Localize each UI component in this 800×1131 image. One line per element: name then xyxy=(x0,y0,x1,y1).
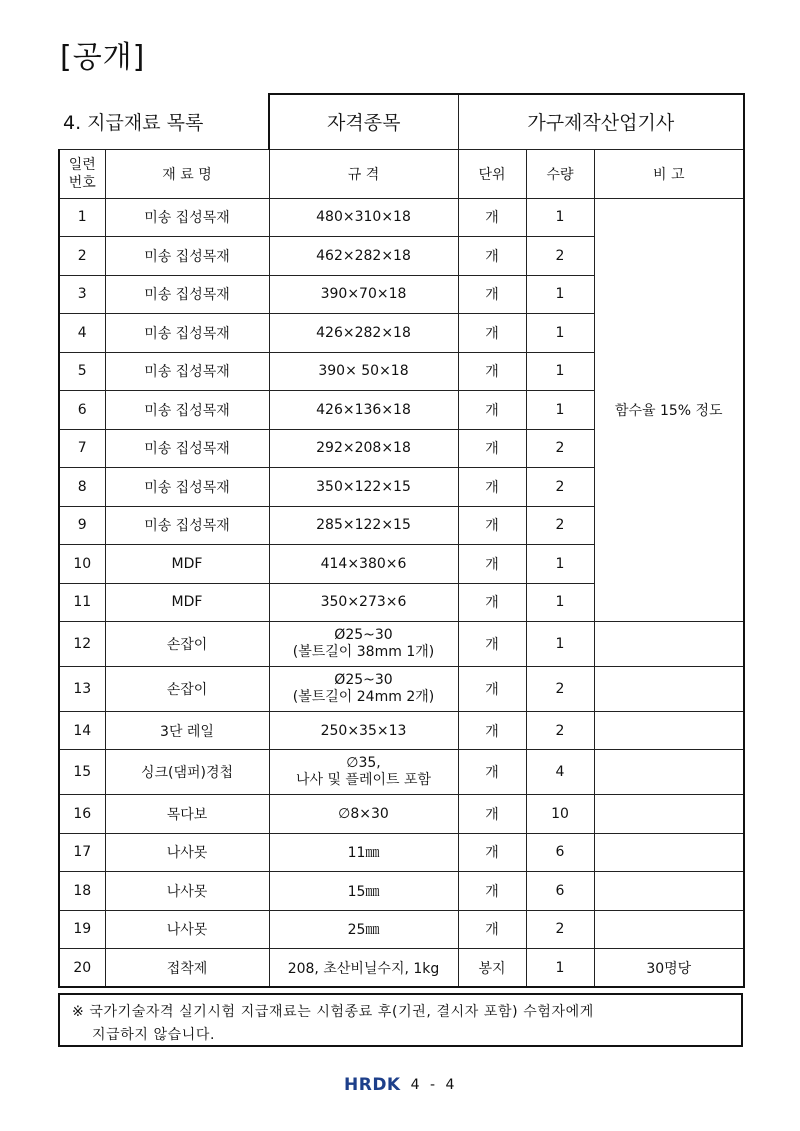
row-number: 2 xyxy=(59,237,105,276)
table-row xyxy=(59,667,744,712)
row-material-name: 3단 레일 xyxy=(105,712,269,750)
row-qty: 6 xyxy=(526,872,594,911)
row-spec: 390×70×18 xyxy=(269,275,458,314)
row-spec: 15㎜ xyxy=(269,872,458,911)
row-qty: 1 xyxy=(526,314,594,353)
title-row xyxy=(59,94,744,149)
row-material-name: 나사못 xyxy=(105,872,269,911)
row-remark xyxy=(594,872,744,911)
row-spec: 11㎜ xyxy=(269,833,458,872)
row-material-name: 미송 집성목재 xyxy=(105,237,269,276)
row-spec: 350×122×15 xyxy=(269,468,458,507)
row-unit: 개 xyxy=(458,667,526,712)
merged-remark: 함수율 15% 정도 xyxy=(594,198,744,622)
row-unit: 개 xyxy=(458,314,526,353)
page-footer xyxy=(344,1075,457,1095)
row-unit: 개 xyxy=(458,622,526,667)
row-unit: 개 xyxy=(458,391,526,430)
row-remark xyxy=(594,910,744,949)
row-qty: 1 xyxy=(526,198,594,237)
row-spec: 292×208×18 xyxy=(269,429,458,468)
row-qty: 1 xyxy=(526,545,594,584)
row-number: 19 xyxy=(59,910,105,949)
notice-box xyxy=(58,993,743,1047)
row-unit: 개 xyxy=(458,275,526,314)
row-material-name: 손잡이 xyxy=(105,667,269,712)
table-row xyxy=(59,795,744,834)
header-serial-line2: 번호 xyxy=(68,174,96,191)
table-row xyxy=(59,622,744,667)
row-unit: 개 xyxy=(458,795,526,834)
section-title: 4. 지급재료 목록 xyxy=(59,94,269,149)
table-row xyxy=(59,750,744,795)
row-remark xyxy=(594,833,744,872)
row-unit: 개 xyxy=(458,352,526,391)
row-material-name: 미송 집성목재 xyxy=(105,198,269,237)
row-unit: 개 xyxy=(458,872,526,911)
row-unit: 개 xyxy=(458,910,526,949)
qualification-label: 자격종목 xyxy=(269,94,458,149)
row-spec: 414×380×6 xyxy=(269,545,458,584)
row-qty: 10 xyxy=(526,795,594,834)
table-row xyxy=(59,910,744,949)
header-unit: 단위 xyxy=(458,149,526,198)
materials-table xyxy=(58,93,745,988)
row-unit: 개 xyxy=(458,712,526,750)
row-number: 18 xyxy=(59,872,105,911)
row-remark xyxy=(594,712,744,750)
row-number: 10 xyxy=(59,545,105,584)
row-number: 13 xyxy=(59,667,105,712)
row-unit: 개 xyxy=(458,429,526,468)
row-qty: 1 xyxy=(526,622,594,667)
row-number: 14 xyxy=(59,712,105,750)
row-spec-line1: Ø25~30 xyxy=(334,672,393,688)
row-spec xyxy=(269,750,458,795)
header-serial-line1: 일련 xyxy=(68,156,96,173)
row-remark xyxy=(594,667,744,712)
row-spec-line2: 나사 및 플레이트 포함 xyxy=(295,772,432,788)
row-qty: 1 xyxy=(526,583,594,622)
row-qty: 1 xyxy=(526,391,594,430)
row-spec xyxy=(269,667,458,712)
row-remark xyxy=(594,795,744,834)
header-qty: 수량 xyxy=(526,149,594,198)
row-unit: 개 xyxy=(458,468,526,507)
row-spec-line1: Ø25~30 xyxy=(334,627,393,643)
row-number: 6 xyxy=(59,391,105,430)
row-material-name: 접착제 xyxy=(105,949,269,988)
row-number: 4 xyxy=(59,314,105,353)
row-number: 7 xyxy=(59,429,105,468)
row-qty: 2 xyxy=(526,237,594,276)
row-spec: 390× 50×18 xyxy=(269,352,458,391)
row-qty: 2 xyxy=(526,667,594,712)
row-remark xyxy=(594,750,744,795)
row-number: 15 xyxy=(59,750,105,795)
notice-line-2: 지급하지 않습니다. xyxy=(92,1027,216,1043)
page-number: 4 - 4 xyxy=(410,1077,458,1093)
row-qty: 2 xyxy=(526,506,594,545)
row-number: 8 xyxy=(59,468,105,507)
table-row xyxy=(59,833,744,872)
row-spec: 350×273×6 xyxy=(269,583,458,622)
row-qty: 1 xyxy=(526,352,594,391)
row-spec: 426×282×18 xyxy=(269,314,458,353)
header-material-name: 재 료 명 xyxy=(105,149,269,198)
row-spec-line1: ∅35, xyxy=(346,755,381,771)
row-number: 5 xyxy=(59,352,105,391)
row-material-name: 싱크(댐퍼)경첩 xyxy=(105,750,269,795)
row-material-name: 미송 집성목재 xyxy=(105,314,269,353)
page-tag: [공개] xyxy=(60,40,146,75)
row-material-name: 나사못 xyxy=(105,833,269,872)
row-spec: 25㎜ xyxy=(269,910,458,949)
row-number: 9 xyxy=(59,506,105,545)
row-material-name: 미송 집성목재 xyxy=(105,468,269,507)
table-row xyxy=(59,949,744,988)
row-number: 20 xyxy=(59,949,105,988)
row-spec-line2: (볼트길이 24mm 2개) xyxy=(292,689,435,705)
row-number: 1 xyxy=(59,198,105,237)
row-qty: 6 xyxy=(526,833,594,872)
row-material-name: 목다보 xyxy=(105,795,269,834)
row-unit: 개 xyxy=(458,583,526,622)
row-material-name: MDF xyxy=(105,545,269,584)
row-spec: 285×122×15 xyxy=(269,506,458,545)
row-unit: 개 xyxy=(458,545,526,584)
row-material-name: 미송 집성목재 xyxy=(105,391,269,430)
header-spec: 규 격 xyxy=(269,149,458,198)
row-qty: 1 xyxy=(526,949,594,988)
row-material-name: 미송 집성목재 xyxy=(105,352,269,391)
row-spec: 250×35×13 xyxy=(269,712,458,750)
row-qty: 2 xyxy=(526,910,594,949)
header-row xyxy=(59,149,744,198)
row-material-name: 미송 집성목재 xyxy=(105,429,269,468)
row-material-name: 나사못 xyxy=(105,910,269,949)
row-material-name: 미송 집성목재 xyxy=(105,275,269,314)
row-spec xyxy=(269,622,458,667)
row-qty: 2 xyxy=(526,712,594,750)
table-row xyxy=(59,872,744,911)
row-spec: ∅8×30 xyxy=(269,795,458,834)
row-spec: 462×282×18 xyxy=(269,237,458,276)
row-qty: 4 xyxy=(526,750,594,795)
row-material-name: 손잡이 xyxy=(105,622,269,667)
row-remark: 30명당 xyxy=(594,949,744,988)
row-spec-line2: (볼트길이 38mm 1개) xyxy=(292,644,435,660)
row-spec: 426×136×18 xyxy=(269,391,458,430)
row-qty: 1 xyxy=(526,275,594,314)
row-unit: 개 xyxy=(458,506,526,545)
row-qty: 2 xyxy=(526,429,594,468)
header-remark: 비 고 xyxy=(594,149,744,198)
row-unit: 봉지 xyxy=(458,949,526,988)
row-material-name: MDF xyxy=(105,583,269,622)
row-spec: 208, 초산비닐수지, 1kg xyxy=(269,949,458,988)
row-unit: 개 xyxy=(458,750,526,795)
qualification-value: 가구제작산업기사 xyxy=(458,94,744,149)
row-unit: 개 xyxy=(458,833,526,872)
row-number: 12 xyxy=(59,622,105,667)
row-number: 11 xyxy=(59,583,105,622)
row-unit: 개 xyxy=(458,237,526,276)
row-number: 16 xyxy=(59,795,105,834)
row-qty: 2 xyxy=(526,468,594,507)
row-unit: 개 xyxy=(458,198,526,237)
row-number: 17 xyxy=(59,833,105,872)
row-spec: 480×310×18 xyxy=(269,198,458,237)
row-number: 3 xyxy=(59,275,105,314)
header-serial-number xyxy=(59,149,105,198)
table-row xyxy=(59,712,744,750)
row-material-name: 미송 집성목재 xyxy=(105,506,269,545)
row-remark xyxy=(594,622,744,667)
table-row xyxy=(59,198,744,237)
notice-line-1: ※ 국가기술자격 실기시험 지급재료는 시험종료 후(기권, 결시자 포함) 수험자에게 xyxy=(72,1004,594,1020)
hrdk-logo: HRDK xyxy=(344,1075,401,1095)
